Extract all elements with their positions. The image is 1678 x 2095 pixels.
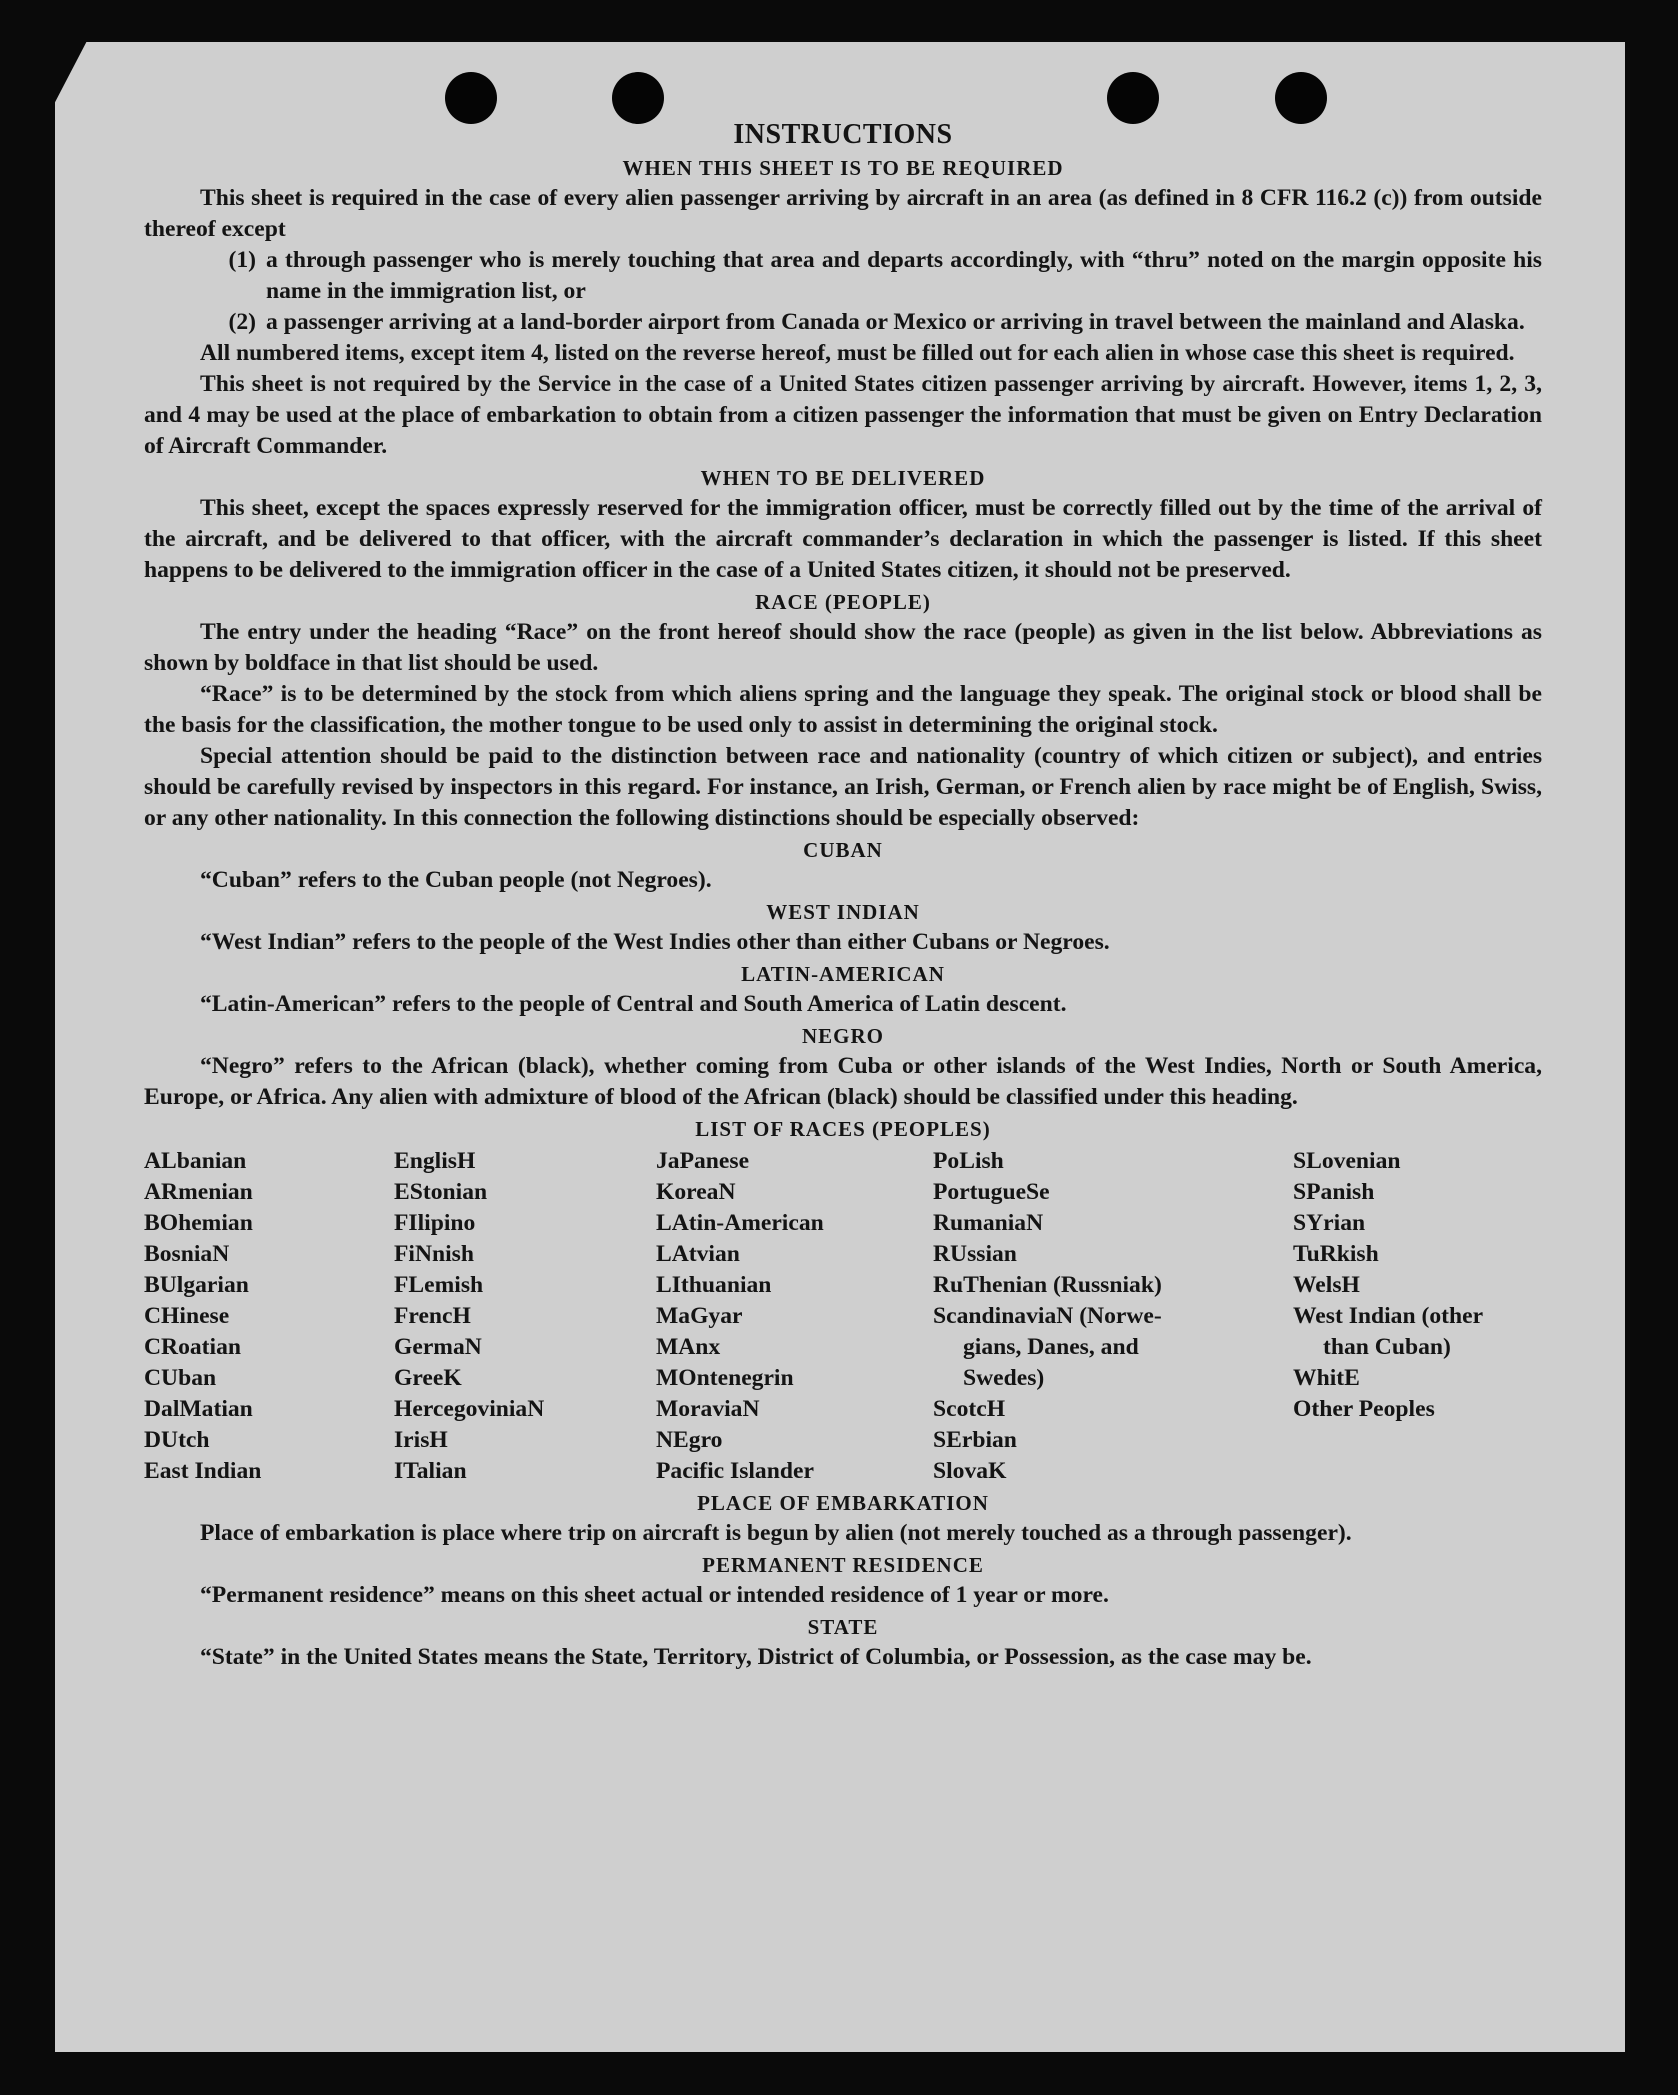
paragraph: “Negro” refers to the African (black), whether coming from Cuba or other islands of the West Indies, North or South America, Europe, or Africa. Any alien with admixture of blood of the African (black) should be classified under this heading. — [144, 1053, 1542, 1110]
race-item: MAnx — [656, 1334, 721, 1360]
paragraph: “Cuban” refers to the Cuban people (not Negroes). — [200, 867, 712, 893]
paragraph: Place of embarkation is place where trip on aircraft is begun by alien (not merely touched as a through passenger). — [200, 1520, 1352, 1546]
race-item: Swedes) — [963, 1365, 1045, 1391]
punch-hole — [445, 72, 497, 124]
race-item: LAtvian — [656, 1241, 740, 1267]
race-item: DalMatian — [144, 1396, 253, 1422]
race-item: KoreaN — [656, 1179, 736, 1205]
race-item: PortugueSe — [933, 1179, 1050, 1205]
item-number: (2) — [228, 309, 256, 335]
race-item: JaPanese — [656, 1148, 750, 1174]
race-item: IrisH — [394, 1427, 448, 1453]
section-heading-west-indian: WEST INDIAN — [766, 900, 920, 924]
race-item: WhitE — [1293, 1365, 1360, 1391]
race-item: TuRkish — [1293, 1241, 1379, 1267]
race-item: SLovenian — [1293, 1148, 1401, 1174]
section-heading-residence: PERMANENT RESIDENCE — [702, 1553, 984, 1577]
paragraph: “State” in the United States means the State, Territory, District of Columbia, or Possession, as the case may be. — [200, 1644, 1312, 1670]
race-item: MoraviaN — [656, 1396, 760, 1422]
race-item: SPanish — [1293, 1179, 1375, 1205]
race-item: GreeK — [394, 1365, 462, 1391]
race-item: RumaniaN — [933, 1210, 1044, 1236]
race-item: LAtin-American — [656, 1210, 824, 1236]
race-item: Other Peoples — [1293, 1396, 1435, 1422]
race-item: CRoatian — [144, 1334, 242, 1360]
item-text: a through passenger who is merely touching that area and departs accordingly, with “thru” noted on the margin opposite his name in the immigration list, or — [266, 247, 1542, 304]
race-item: DUtch — [144, 1427, 210, 1453]
race-item: SlovaK — [933, 1458, 1007, 1484]
section-heading-race: RACE (PEOPLE) — [755, 590, 931, 614]
race-item: ITalian — [394, 1458, 467, 1484]
race-column — [656, 1146, 933, 1487]
race-item: BOhemian — [144, 1210, 253, 1236]
item-number: (1) — [228, 247, 256, 273]
race-item: RuThenian (Russniak) — [933, 1272, 1162, 1298]
race-item: PoLish — [933, 1148, 1004, 1174]
race-list — [144, 1146, 1542, 1487]
section-heading-delivered: WHEN TO BE DELIVERED — [700, 466, 986, 490]
race-item: LIthuanian — [656, 1272, 772, 1298]
race-item: FiNnish — [394, 1241, 474, 1267]
punch-hole — [612, 72, 664, 124]
race-item: WelsH — [1293, 1272, 1360, 1298]
race-column — [933, 1146, 1293, 1487]
race-item: HercegoviniaN — [394, 1396, 545, 1422]
section-heading-latin-american: LATIN-AMERICAN — [741, 962, 945, 986]
race-item: BosniaN — [144, 1241, 230, 1267]
race-item: SYrian — [1293, 1210, 1366, 1236]
paragraph: This sheet, except the spaces expressly reserved for the immigration officer, must be correctly filled out by the time of the arrival of the aircraft, and be delivered to that officer, with the aircraft commander’s declaration in which the passenger is listed. If this sheet happens to be delivered to the immigration officer in the case of a United States citizen, it should not be preserved. — [144, 495, 1542, 583]
section-heading-embarkation: PLACE OF EMBARKATION — [697, 1491, 989, 1515]
list-item — [144, 307, 1542, 338]
section-heading-cuban: CUBAN — [803, 838, 883, 862]
paragraph: “Race” is to be determined by the stock from which aliens spring and the language they speak. The original stock or blood shall be the basis for the classification, the mother tongue to be used only to assist in determining the original stock. — [144, 681, 1542, 738]
race-item: SErbian — [933, 1427, 1017, 1453]
race-item: Pacific Islander — [656, 1458, 814, 1484]
section-heading-required: WHEN THIS SHEET IS TO BE REQUIRED — [622, 156, 1064, 180]
race-item: East Indian — [144, 1458, 262, 1484]
race-item: FIlipino — [394, 1210, 476, 1236]
race-item: RUssian — [933, 1241, 1017, 1267]
race-item: BUlgarian — [144, 1272, 249, 1298]
race-item: CUban — [144, 1365, 217, 1391]
list-item — [144, 245, 1542, 307]
race-item: ARmenian — [144, 1179, 253, 1205]
race-column — [1293, 1146, 1542, 1487]
race-item: ScandinaviaN (Norwe- — [933, 1303, 1162, 1329]
paragraph: This sheet is not required by the Service in the case of a United States citizen passenger arriving by aircraft. However, items 1, 2, 3, and 4 may be used at the place of embarkation to obtain from a citizen passenger the information that must be given on Entry Declaration of Aircraft Commander. — [144, 371, 1542, 459]
item-text: a passenger arriving at a land-border airport from Canada or Mexico or arriving in travel between the mainland and Alaska. — [266, 309, 1525, 335]
instructions-body — [144, 118, 1542, 1673]
race-item: than Cuban) — [1323, 1334, 1451, 1360]
race-item: West Indian (other — [1293, 1303, 1484, 1329]
race-item: MaGyar — [656, 1303, 743, 1329]
punch-hole — [1275, 72, 1327, 124]
race-item: gians, Danes, and — [963, 1334, 1139, 1360]
race-item: ALbanian — [144, 1148, 247, 1174]
race-item: GermaN — [394, 1334, 482, 1360]
paragraph: All numbered items, except item 4, listed on the reverse hereof, must be filled out for each alien in whose case this sheet is required. — [200, 340, 1515, 366]
race-item: EStonian — [394, 1179, 488, 1205]
race-item: CHinese — [144, 1303, 230, 1329]
page-title: INSTRUCTIONS — [733, 119, 953, 150]
section-heading-list-of-races: LIST OF RACES (PEOPLES) — [695, 1117, 991, 1141]
race-item: FLemish — [394, 1272, 484, 1298]
race-item: EnglisH — [394, 1148, 476, 1174]
paragraph: The entry under the heading “Race” on the front hereof should show the race (people) as given in the list below. Abbreviations as shown by boldface in that list should be used. — [144, 619, 1542, 676]
section-heading-negro: NEGRO — [801, 1024, 884, 1048]
paragraph: “Latin-American” refers to the people of Central and South America of Latin descent. — [200, 991, 1067, 1017]
punch-hole — [1107, 72, 1159, 124]
race-item: NEgro — [656, 1427, 723, 1453]
paragraph: “West Indian” refers to the people of the West Indies other than either Cubans or Negroes. — [200, 929, 1110, 955]
race-item: FrencH — [394, 1303, 471, 1329]
paragraph: Special attention should be paid to the distinction between race and nationality (country of which citizen or subject), and entries should be carefully revised by inspectors in this regard. For instance, an Irish, German, or French alien by race might be of English, Swiss, or any other nationality. In this connection the following distinctions should be especially observed: — [144, 743, 1542, 831]
race-item: MOntenegrin — [656, 1365, 794, 1391]
paragraph: This sheet is required in the case of every alien passenger arriving by aircraft in an area (as defined in 8 CFR 116.2 (c)) from outside thereof except — [144, 185, 1542, 242]
section-heading-state: STATE — [807, 1615, 879, 1639]
paragraph: “Permanent residence” means on this sheet actual or intended residence of 1 year or more. — [200, 1582, 1109, 1608]
race-column — [144, 1146, 394, 1487]
race-item: ScotcH — [933, 1396, 1006, 1422]
race-column — [394, 1146, 656, 1487]
